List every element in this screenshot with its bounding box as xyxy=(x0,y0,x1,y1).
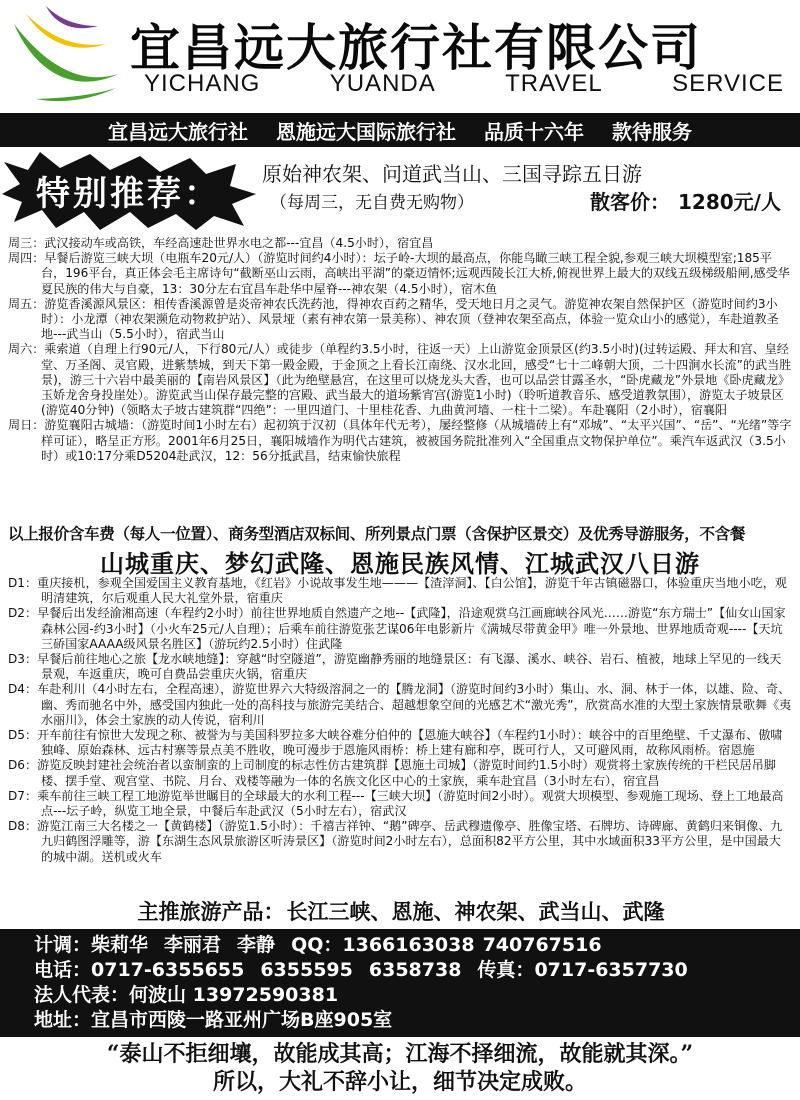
company-en-word: YICHANG xyxy=(144,70,261,97)
promo-price-label: 散客价： xyxy=(590,190,670,214)
address-label: 地址： xyxy=(34,1009,92,1031)
featured-products xyxy=(0,896,800,926)
company-en-word: SERVICE xyxy=(672,70,784,97)
qq-label: QQ： xyxy=(291,934,343,956)
phone-number[interactable]: 0717-6355655 xyxy=(91,959,245,981)
itinerary-8day xyxy=(8,576,792,865)
promo-price: 1280元/人 xyxy=(678,190,781,214)
contact-row-phone xyxy=(34,958,766,983)
tour-title-8day: 山城重庆、梦幻武隆、恩施民族风情、江城武汉八日游 xyxy=(100,550,700,578)
quote-line: 所以，大礼不辞小让，细节决定成败。 xyxy=(212,1069,587,1095)
slogan-bar xyxy=(0,113,800,147)
itinerary-day: 周六：乘索道（自理上行90元/人，下行80元/人）或徒步（单程约3.5小时，往返一天）上山游览金顶景区(约3.5小时)(过转运殿、拜太和宫、皇经堂、万圣阁、灵官殿，进紫禁城，到天下第一殿金殿，于金顶之上看长江南绕、汉水北回，感受“七十二峰朝大顶，二十四涧水长流”的武当胜景)，游三十六岩中最美丽的【南岩风景区】（此为绝壁悬宫，在这里可以烧龙头大香，也可以品尝甘露圣水，“卧虎藏龙”外景地《卧虎藏龙》玉娇龙舍身投崖处）。游览武当山保存最完整的宫殿、武当最大的道场紫宵宫(游览1小时)（聆听道教音乐、感受道教氛围），游览太子坡景区(游览40分钟)（领略太子坡古建筑群“四绝”：一里四道门、十里桂花香、九曲黄河墙、一柱十二梁）。车赴襄阳（2小时），宿襄阳 xyxy=(8,342,792,418)
fax-label: 传真： xyxy=(477,959,535,981)
promo-section xyxy=(0,150,800,232)
legal-rep: 何波山 13972590381 xyxy=(129,984,339,1006)
consult-label: 计调： xyxy=(34,934,92,956)
itinerary-day: 周日：游览襄阳古城墙：（游览时间1小时左右）起初筑于汉初（具体年代无考），屡经整修（从城墙砖上有“邓城”、“太平兴国”、“岳”、“光绪”等字样可证），略呈正方形。2001年6月25日，襄阳城墙作为明代古建筑，被被国务院批准列入“全国重点文物保护单位”。乘汽车返武汉（3.5小时）或10:17分乘D5204赴武汉，12：56分抵武昌，结束愉快旅程 xyxy=(8,418,792,463)
company-name: 宜昌远大旅行社有限公司 xyxy=(130,19,702,77)
products-label: 主推旅游产品： xyxy=(137,900,285,924)
slogan-item: 款待服务 xyxy=(612,119,692,144)
contact-row-legal xyxy=(34,983,766,1008)
consultant-name: 李静 xyxy=(237,934,276,956)
itinerary-day: D6：游览反映封建社会统治者以蛮制蛮的上司制度的标志性仿古建筑群【恩施土司城】（游览时间约1.5小时）观赏将土家族传统的干栏民居吊脚楼、摆手堂、观宫堂、书院、月台、戏楼等融为一体的名族文化区中心的土家族，乘车赴宜昌（3小时左右），宿宜昌 xyxy=(8,758,776,788)
contact-panel xyxy=(0,929,800,1037)
itinerary-day: D5：开车前往有惊世大发现之称、被誉为与美国科罗拉多大峡谷难分伯仲的【恩施大峡谷】（车程约1小时）：峡谷中的百里绝壁、千丈瀑布、傲啸独峰、原始森林、远古村寨等景点美不胜收，晚可漫步于恩施风雨桥：桥上建有廊和亭，既可行人，又可避风雨，故称风雨桥。宿恩施 xyxy=(8,728,783,758)
promo-title: 原始神农架、问道武当山、三国寻踪五日游 xyxy=(262,162,642,186)
price-note: 以上报价含车费（每人一位置）、商务型酒店双标间、所列景点门票（含保护区景交）及优秀导游服务，不含餐 xyxy=(8,525,746,543)
legal-label: 法人代表： xyxy=(34,984,130,1006)
header xyxy=(0,0,800,112)
company-en-word: TRAVEL xyxy=(505,70,603,97)
qq-number[interactable]: 1366163038 xyxy=(342,934,475,956)
itinerary-day: D2：早餐后出发经渝湘高速（车程约2小时）前往世界地质自然遗产之地--【武隆】，沿途观赏乌江画廊峡谷风光……游览“东方瑞士”【仙女山国家森林公园-约3小时】（小火车25元/人自理）；后乘车前往游览张艺谋06年电影新片《满城尽带黄金甲》唯一外景地、世界地质奇观----【天坑三硚国家AAAA级风景名胜区】（游玩约2.5小时）住武隆 xyxy=(8,606,786,651)
address: 宜昌市西陵一路亚州广场B座905室 xyxy=(91,1009,393,1031)
qq-number[interactable]: 740767516 xyxy=(482,934,602,956)
itinerary-day: D3：早餐后前往地心之旅【龙水峡地缝】：穿越“时空隧道”，游览幽静秀丽的地缝景区：有飞瀑、溪水、峡谷、岩石、植被，地球上罕见的一线天景观，车返重庆，晚可自费品尝重庆火锅，宿重庆 xyxy=(8,652,782,682)
slogan-item: 品质十六年 xyxy=(484,119,584,144)
itinerary-day: D1：重庆接机，参观全国爱国主义教育基地，《红岩》小说故事发生地———【渣滓洞】、【白公馆】，游览千年古镇磁器口，体验重庆当地小吃，观明清建筑，尔后观重人民大礼堂外景，宿重庆 xyxy=(8,576,787,606)
closing-quote xyxy=(0,1040,800,1096)
itinerary-day: 周五：游览香溪源风景区：相传香溪源曾是炎帝神农氏洗药池，得神农百药之精华，受天地日月之灵气。游览神农架自然保护区（游览时间约3小时）：小龙潭（神农架濒危动物救护站）、风景垭（素有神农第一景美称）、神农顶（登神农架至高点，体验一览众山小的感觉），车赴道教圣地---武当山（5.5小时），宿武当山 xyxy=(8,296,779,342)
itinerary-day: D7：乘车前往三峡工程工地游览举世瞩目的全球最大的水利工程---【三峡大坝】（游览时间2小时）。观赏大坝模型、参观施工现场、登上工地最高点---坛子岭，纵览工地全景，中餐后车赴武汉（5小时左右），宿武汉 xyxy=(8,788,784,819)
consultant-name: 李丽君 xyxy=(164,934,222,956)
phone-number[interactable]: 6355595 xyxy=(260,959,353,981)
contact-row-consult xyxy=(34,933,766,958)
promo-subtitle: （每周三，无自费无购物） xyxy=(270,193,474,213)
company-logo-icon xyxy=(6,4,124,110)
itinerary-day: 周四：早餐后游览三峡大坝（电瓶车20元/人）（游览时间约4小时）：坛子岭-大坝的最高点，你能鸟瞰三峡工程全貌,参观三峡大坝模型室;185平台，196平台，真正体会毛主席诗句“截断巫山云雨，高峡出平湖”的豪迈情怀;远观西陵长江大桥,俯视世界上最大的双线五级梯级船闸,感受华夏民族的伟大与自豪，13：30分左右宜昌车赴华中屋脊---神农架（4.5小时），宿木鱼 xyxy=(8,251,790,296)
slogan-item: 恩施远大国际旅行社 xyxy=(276,119,456,144)
contact-row-address xyxy=(34,1008,766,1033)
itinerary-day: D4：车赴利川（4小时左右，全程高速），游览世界六大特级溶洞之一的【腾龙洞】（游览时间约3小时）集山、水、洞、林于一体，以雄、险、奇、幽、秀而驰名中外，感受国内独此一处的高科技与旅游完美结合、超越想象空间的光感艺术“激光秀”，欣赏高水准的大型土家族情景歌舞《夷水丽川》，体会土家族的动人传说，宿利川 xyxy=(8,682,792,727)
itinerary-5day xyxy=(8,236,792,464)
company-name-en xyxy=(144,70,784,98)
promo-label: 特别推荐： xyxy=(36,174,221,214)
products-list: 长江三峡、恩施、神农架、武当山、武隆 xyxy=(286,900,665,924)
phone-number[interactable]: 6358738 xyxy=(368,959,462,981)
slogan-item: 宜昌远大旅行社 xyxy=(108,119,248,144)
quote-line: “泰山不拒细壤，故能成其高；江海不择细流，故能就其深。” xyxy=(106,1041,694,1067)
fax-number[interactable]: 0717-6357730 xyxy=(534,959,688,981)
itinerary-day: 周三：武汉接动车或高铁，车经高速赴世界水电之都---宜昌（4.5小时），宿宜昌 xyxy=(8,236,434,250)
phone-label: 电话： xyxy=(34,959,92,981)
company-en-word: YUANDA xyxy=(329,70,436,97)
itinerary-day: D8：游览江南三大名楼之一【黄鹤楼】（游览1.5小时）：千禧吉祥钟、“鹅”碑亭、岳武穆遗像亭、胜像宝塔、石牌坊、诗碑廊、黄鹤归来铜像、九九归鹤图浮雕等，游【东湖生态风景旅游区听涛景区】（游览时间2小时左右），总面积82平方公里，其中水域面积33平方公里，是中国最大的城中湖。送机或火车 xyxy=(8,819,783,864)
consultant-name: 柴莉华 xyxy=(91,934,149,956)
